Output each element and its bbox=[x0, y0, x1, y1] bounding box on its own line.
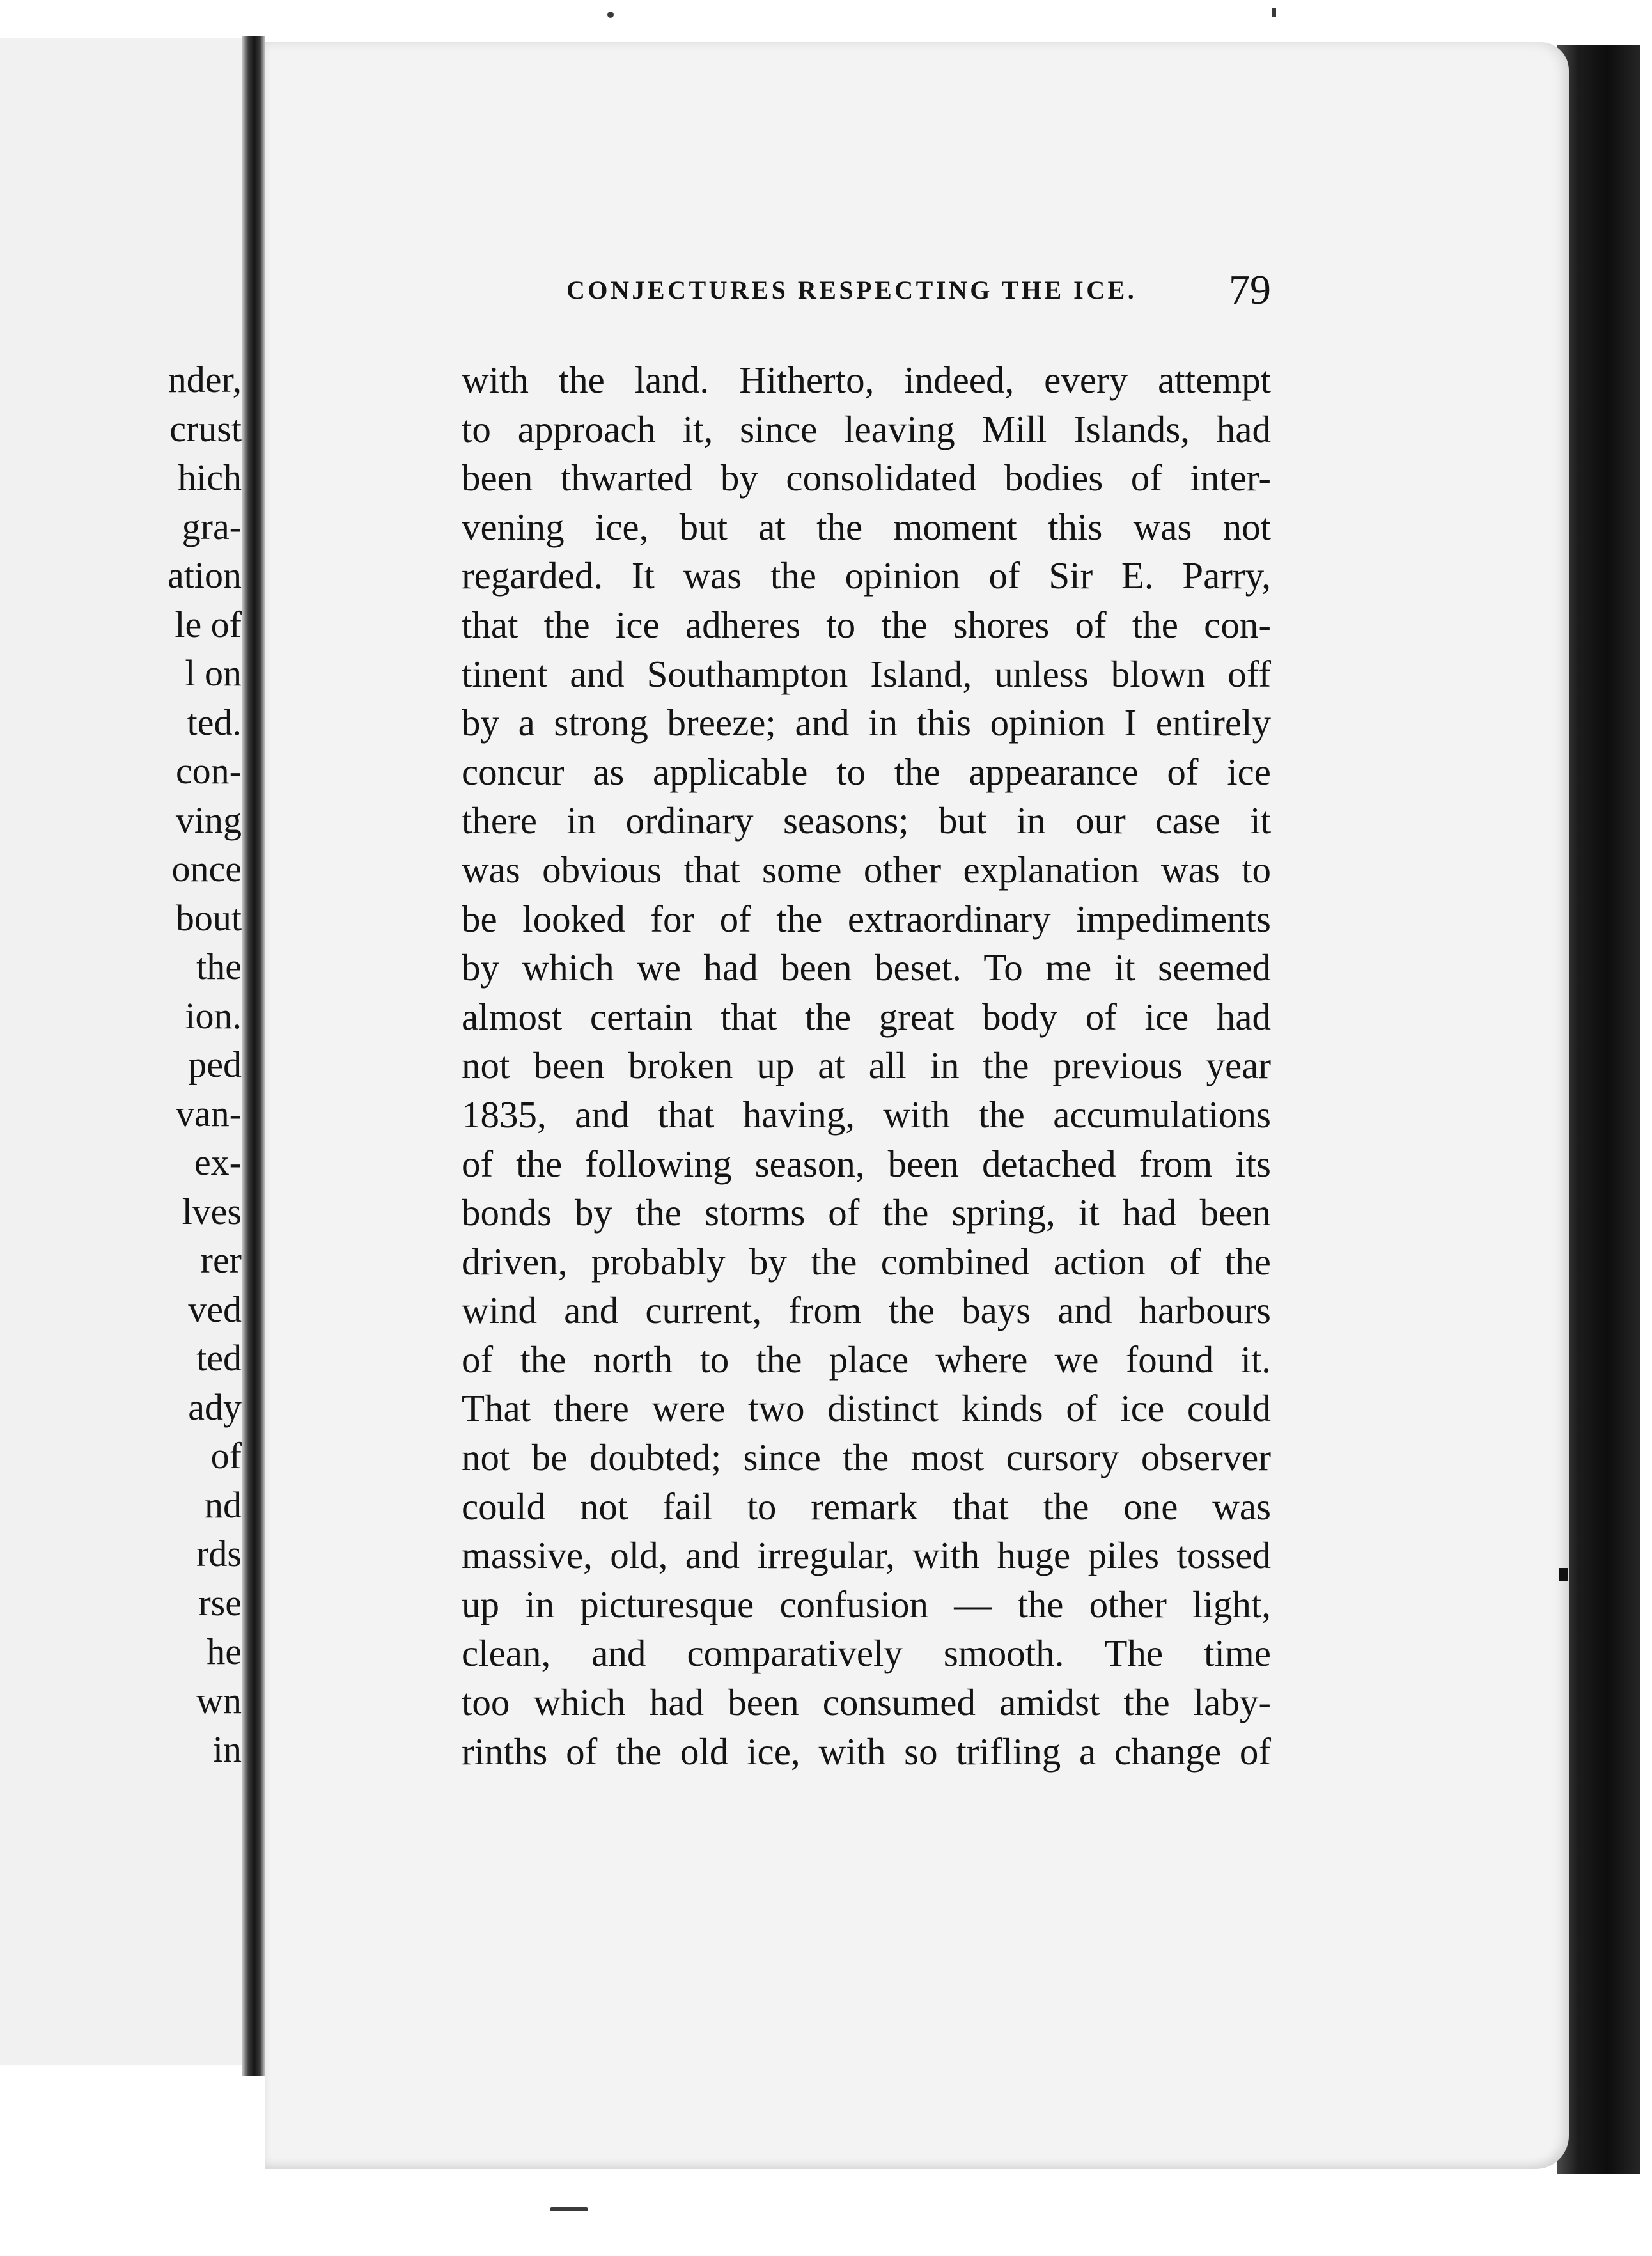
left-page-line: ion. bbox=[185, 994, 242, 1037]
text-line: not been broken up at all in the previous year bbox=[462, 1044, 1271, 1087]
text-line: to approach it, since leaving Mill Islands, had bbox=[462, 407, 1271, 450]
left-page-line: ady bbox=[188, 1386, 242, 1428]
left-page-line: hich bbox=[178, 457, 242, 498]
left-page-line: ted. bbox=[187, 701, 242, 743]
book-edge bbox=[1557, 45, 1640, 2174]
text-line: tinent and Southampton Island, unless blown off bbox=[462, 652, 1271, 695]
text-line: driven, probably by the combined action of the bbox=[462, 1240, 1271, 1283]
left-page-line: lves bbox=[182, 1190, 242, 1232]
text-line: be looked for of the extraordinary impediments bbox=[462, 897, 1271, 940]
left-page-line: ving bbox=[175, 799, 242, 841]
running-head: CONJECTURES RESPECTING THE ICE. bbox=[566, 276, 1137, 304]
text-line: concur as applicable to the appearance of ice bbox=[462, 750, 1271, 793]
left-page-line: l on bbox=[185, 652, 242, 694]
text-line: not be doubted; since the most cursory observer bbox=[462, 1436, 1271, 1479]
left-page-line: of bbox=[210, 1435, 242, 1477]
left-page-line: crust bbox=[169, 407, 242, 450]
text-line: clean, and comparatively smooth. The time bbox=[462, 1632, 1271, 1675]
left-page-line: ved bbox=[188, 1288, 242, 1330]
left-page-line: le of bbox=[175, 603, 242, 645]
page-number: 79 bbox=[1229, 267, 1271, 313]
left-page-line: rse bbox=[198, 1581, 242, 1624]
left-page-text bbox=[168, 356, 242, 1774]
text-line: with the land. Hitherto, indeed, every attempt bbox=[462, 359, 1271, 401]
left-page-line: ped bbox=[188, 1044, 242, 1085]
text-line: vening ice, but at the moment this was not bbox=[462, 505, 1271, 548]
text-line: could not fail to remark that the one was bbox=[462, 1485, 1271, 1528]
left-facing-page bbox=[0, 38, 252, 2065]
text-line: that the ice adheres to the shores of the con- bbox=[462, 603, 1271, 646]
left-page-line: he bbox=[207, 1631, 242, 1672]
text-line: bonds by the storms of the spring, it had been bbox=[462, 1191, 1271, 1234]
left-page-line: con- bbox=[175, 750, 242, 792]
text-line: of the north to the place where we found it. bbox=[462, 1338, 1271, 1381]
left-page-line: gra- bbox=[182, 505, 242, 547]
scan-speck bbox=[550, 2207, 588, 2211]
text-line: too which had been consumed amidst the laby- bbox=[462, 1681, 1271, 1724]
text-line: by which we had been beset. To me it seemed bbox=[462, 946, 1271, 989]
left-page-line: once bbox=[171, 848, 242, 889]
left-page-line: ted bbox=[196, 1337, 242, 1379]
left-page-line: nder, bbox=[168, 359, 242, 400]
text-line: been thwarted by consolidated bodies of inter- bbox=[462, 457, 1271, 499]
left-page-line: wn bbox=[196, 1679, 242, 1721]
left-page-line: rer bbox=[200, 1239, 242, 1281]
text-line: 1835, and that having, with the accumulations bbox=[462, 1093, 1271, 1136]
left-page-line: in bbox=[212, 1728, 242, 1770]
body-text bbox=[462, 356, 1271, 1776]
scan-speck bbox=[1559, 1568, 1568, 1581]
book-gutter bbox=[242, 36, 265, 2076]
text-line: rinths of the old ice, with so trifling a change of bbox=[462, 1730, 1271, 1773]
left-page-line: ex- bbox=[194, 1141, 242, 1183]
text-line: That there were two distinct kinds of ice could bbox=[462, 1387, 1271, 1430]
text-line: of the following season, been detached from its bbox=[462, 1142, 1271, 1185]
scan-speck bbox=[1272, 8, 1276, 17]
text-line: regarded. It was the opinion of Sir E. Parry, bbox=[462, 554, 1271, 597]
text-line: was obvious that some other explanation was to bbox=[462, 848, 1271, 891]
scan-speck bbox=[607, 12, 614, 18]
text-line: wind and current, from the bays and harbours bbox=[462, 1289, 1271, 1332]
left-page-line: rds bbox=[196, 1533, 242, 1574]
text-line: there in ordinary seasons; but in our case it bbox=[462, 799, 1271, 842]
left-page-line: van- bbox=[175, 1092, 242, 1134]
text-line: almost certain that the great body of ice had bbox=[462, 995, 1271, 1038]
text-line: by a strong breeze; and in this opinion I entirely bbox=[462, 701, 1271, 744]
text-line: up in picturesque confusion — the other light, bbox=[462, 1583, 1271, 1625]
left-page-line: ation bbox=[168, 554, 242, 596]
left-page-line: nd bbox=[205, 1484, 242, 1526]
left-page-line: bout bbox=[175, 897, 242, 939]
text-line: massive, old, and irregular, with huge piles tossed bbox=[462, 1534, 1271, 1577]
left-page-line: the bbox=[196, 946, 242, 987]
